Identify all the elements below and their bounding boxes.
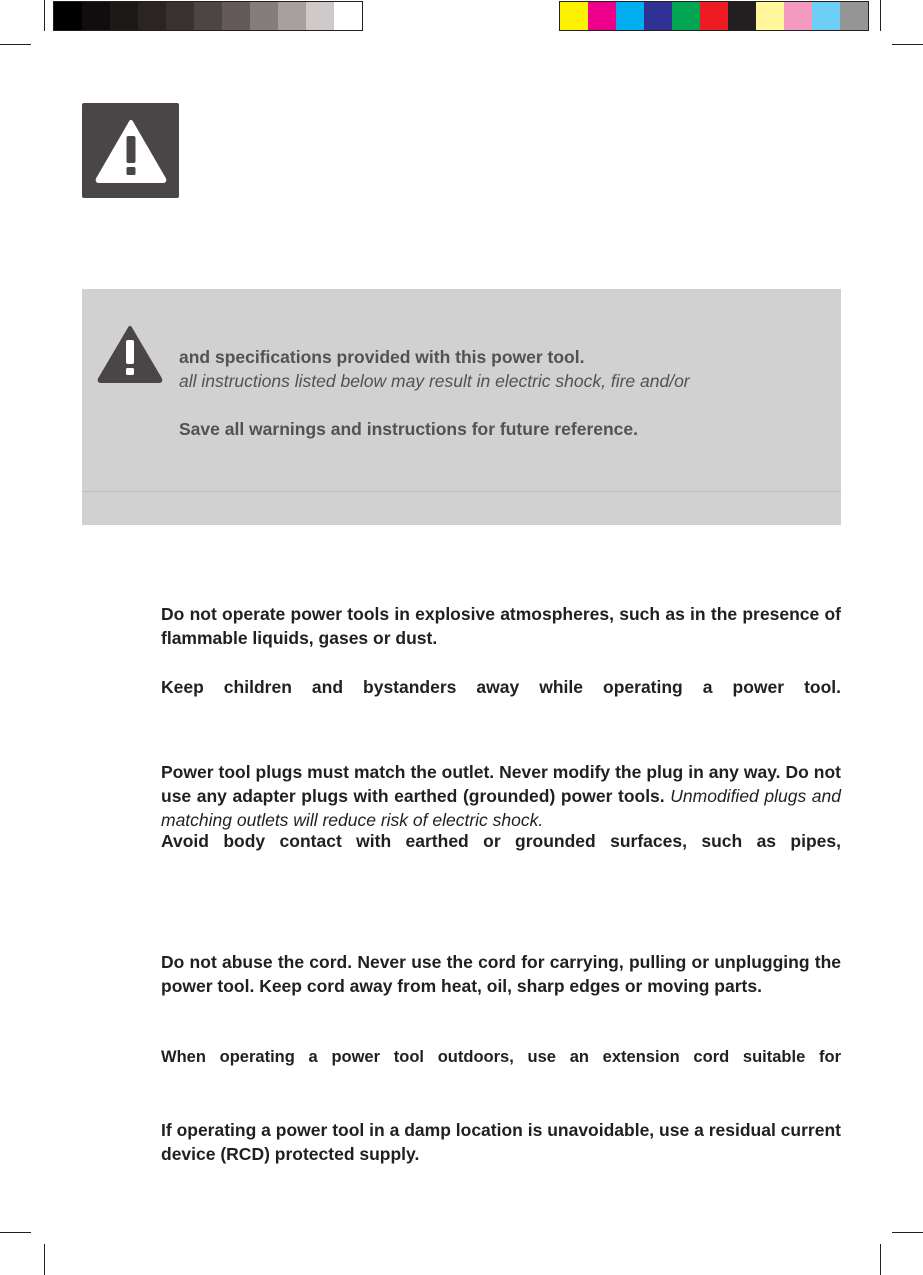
color-swatch <box>334 2 362 30</box>
color-swatch <box>756 2 784 30</box>
color-swatch <box>728 2 756 30</box>
electrical-paragraph-plugs <box>161 760 841 832</box>
color-swatch <box>784 2 812 30</box>
color-swatch <box>82 2 110 30</box>
color-swatch <box>194 2 222 30</box>
electrical-paragraph-rcd: If operating a power tool in a damp location is unavoidable, use a residual current device (RCD) protected supply. <box>161 1120 841 1164</box>
color-swatch <box>278 2 306 30</box>
warning-triangle-icon <box>97 325 163 383</box>
color-swatch <box>250 2 278 30</box>
color-swatch <box>812 2 840 30</box>
electrical-paragraph-outdoor: When operating a power tool outdoors, use an extension cord suitable for <box>161 1048 841 1066</box>
color-swatch <box>560 2 588 30</box>
process-color-bar <box>559 1 869 31</box>
notice-line-1: and specifications provided with this power tool. <box>179 347 585 367</box>
notice-line-2: all instructions listed below may result in electric shock, fire and/or <box>179 371 690 391</box>
notice-divider <box>82 491 841 492</box>
warning-triangle-icon <box>95 118 167 184</box>
work-area-paragraph-2: Keep children and bystanders away while operating a power tool. <box>161 677 841 697</box>
color-swatch <box>644 2 672 30</box>
color-swatch <box>700 2 728 30</box>
color-swatch <box>616 2 644 30</box>
color-swatch <box>54 2 82 30</box>
notice-line-3: Save all warnings and instructions for future reference. <box>179 419 639 439</box>
color-swatch <box>306 2 334 30</box>
color-swatch <box>222 2 250 30</box>
crop-mark <box>0 1232 31 1233</box>
crop-mark <box>880 1244 881 1275</box>
color-swatch <box>672 2 700 30</box>
color-swatch <box>588 2 616 30</box>
crop-mark <box>892 1232 923 1233</box>
color-swatch <box>166 2 194 30</box>
crop-mark <box>44 1244 45 1275</box>
work-area-paragraph-1: Do not operate power tools in explosive atmospheres, such as in the presence of flammable liquids, gases or dust. <box>161 604 841 648</box>
general-safety-notice <box>82 289 841 525</box>
plugs-instruction: Power tool plugs must match the outlet. Never modify the plug in any way. Do not use any adapter plugs with earthed (grounded) power tools. <box>161 762 841 806</box>
crop-mark <box>44 0 45 31</box>
crop-mark <box>0 44 31 45</box>
electrical-paragraph-cord: Do not abuse the cord. Never use the cord for carrying, pulling or unplugging the power tool. Keep cord away from heat, oil, sharp edges or moving parts. <box>161 952 841 996</box>
plugs-explanation: Unmodified plugs and matching outlets will reduce risk of electric shock. <box>161 786 841 830</box>
crop-mark <box>880 0 881 31</box>
color-swatch <box>138 2 166 30</box>
color-swatch <box>840 2 868 30</box>
header-warning-box <box>82 103 179 198</box>
grayscale-color-bar <box>53 1 363 31</box>
electrical-paragraph-body-contact: Avoid body contact with earthed or grounded surfaces, such as pipes, <box>161 831 841 851</box>
crop-mark <box>892 44 923 45</box>
color-swatch <box>110 2 138 30</box>
